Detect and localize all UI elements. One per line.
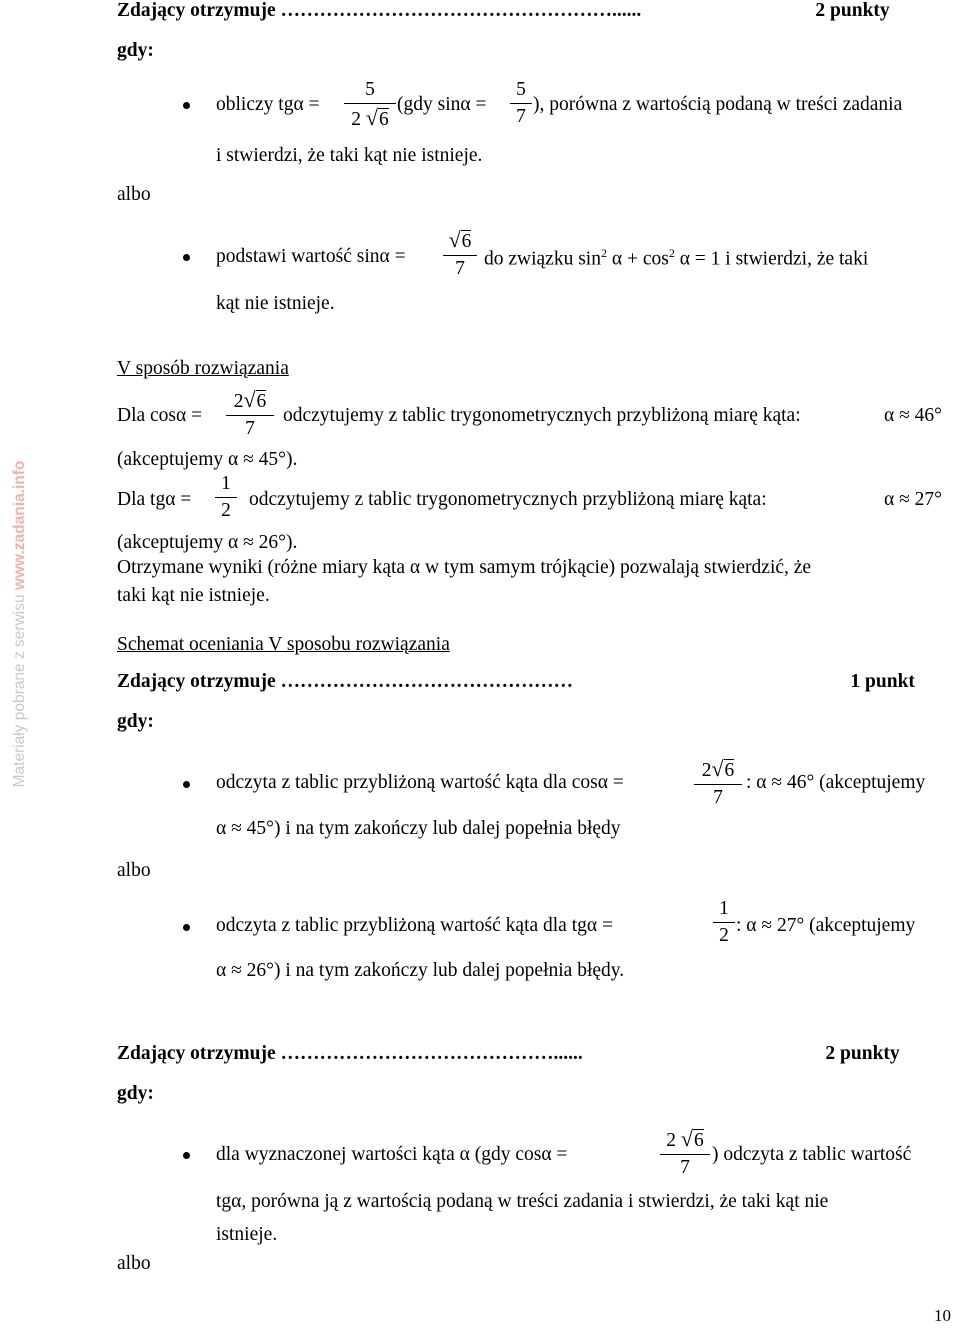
score-header-2pts-b: Zdający otrzymuje ……………………………………...... 2 punkty (117, 1043, 900, 1064)
c1-line3: istnieje. (216, 1224, 278, 1245)
c1-text-a: dla wyznaczonej wartości kąta α (gdy cosα = (216, 1144, 568, 1165)
v-line3-c: α ≈ 27° (884, 489, 942, 510)
gdy-label: gdy: (117, 40, 154, 61)
albo-label: albo (117, 184, 151, 205)
watermark-prefix: Materiały pobrane z serwisu (11, 594, 28, 788)
b1-text-a: odczyta z tablic przybliżoną wartość kąta dla cosα = (216, 772, 624, 793)
b2-text-a: odczyta z tablic przybliżoną wartość kąta dla tgα = (216, 915, 613, 936)
section-title-schemat: Schemat oceniania V sposobu rozwiązania (117, 634, 450, 655)
item2-text-b: do związku $\sin^2 \alpha + \cos^2 \alpha = 1$ i stwierdzi, że taki (484, 246, 869, 270)
v-line1-c: α ≈ 46° (884, 405, 942, 426)
item1-text-c: ), porówna z wartością podaną w treści zadania (533, 94, 903, 115)
c1-line2: tgα, porówna ją z wartością podaną w treści zadania i stwierdzi, że taki kąt nie (216, 1191, 829, 1212)
fraction-1-2: 1 2 (713, 899, 735, 945)
v-line1-a: Dla cosα = (117, 405, 203, 426)
bullet (183, 1152, 190, 1159)
gdy-label: gdy: (117, 711, 154, 732)
item1-text-a: obliczy tgα = (216, 94, 320, 115)
b1-line2: α ≈ 45°) i na tym zakończy lub dalej popełnia błędy (216, 818, 621, 839)
fraction-1-2: 1 2 (215, 474, 237, 520)
v-line2: (akceptujemy α ≈ 45°). (117, 449, 298, 470)
fraction-sqrt6-7: √6 7 (443, 229, 477, 278)
v-line4: (akceptujemy α ≈ 26°). (117, 532, 298, 553)
c1-text-b: ) odczyta z tablic wartość (712, 1144, 912, 1165)
score-header-1pt: Zdający otrzymuje ……………………………………… 1 punkt (117, 671, 915, 692)
fraction-sin: 5 7 (510, 80, 532, 126)
fraction-cos: 2√6 7 (694, 758, 742, 807)
bullet (183, 781, 190, 788)
score-header-2pts: Zdający otrzymuje ……………………………………………...... 2 punkty (117, 0, 890, 21)
v-line1-b: odczytujemy z tablic trygonometrycznych przybliżoną miarę kąta: (283, 405, 801, 426)
page-number: 10 (934, 1306, 951, 1325)
fraction-cos: 2 √6 7 (660, 1128, 710, 1177)
watermark (11, 414, 29, 834)
b1-text-b: : α ≈ 46° (akceptujemy (746, 772, 926, 793)
b2-text-b: : α ≈ 27° (akceptujemy (736, 915, 916, 936)
section-title-v: V sposób rozwiązania (117, 358, 289, 379)
v-line6: taki kąt nie istnieje. (117, 585, 270, 606)
fraction-cos: 2√6 7 (226, 389, 274, 438)
gdy-label: gdy: (117, 1083, 154, 1104)
v-line3-b: odczytujemy z tablic trygonometrycznych przybliżoną miarę kąta: (249, 489, 767, 510)
bullet (183, 254, 190, 261)
albo-label: albo (117, 860, 151, 881)
item1-line2: i stwierdzi, że taki kąt nie istnieje. (216, 145, 483, 166)
header-dots: ……………………………………………...... (280, 0, 642, 21)
v-line3-a: Dla tgα = (117, 489, 192, 510)
item2-line2: kąt nie istnieje. (216, 293, 335, 314)
v-line5: Otrzymane wyniki (różne miary kąta α w tym samym trójkącie) pozwalają stwierdzić, że (117, 557, 812, 578)
fraction-tg: 5 2 √6 (344, 80, 396, 129)
bullet (183, 102, 190, 109)
bullet (183, 924, 190, 931)
watermark-site: www.zadania.info (11, 460, 28, 591)
b2-line2: α ≈ 26°) i na tym zakończy lub dalej popełnia błędy. (216, 960, 625, 981)
albo-label: albo (117, 1253, 151, 1274)
item2-text-a: podstawi wartość sinα = (216, 246, 406, 267)
item1-text-b: (gdy sinα = (397, 94, 487, 115)
